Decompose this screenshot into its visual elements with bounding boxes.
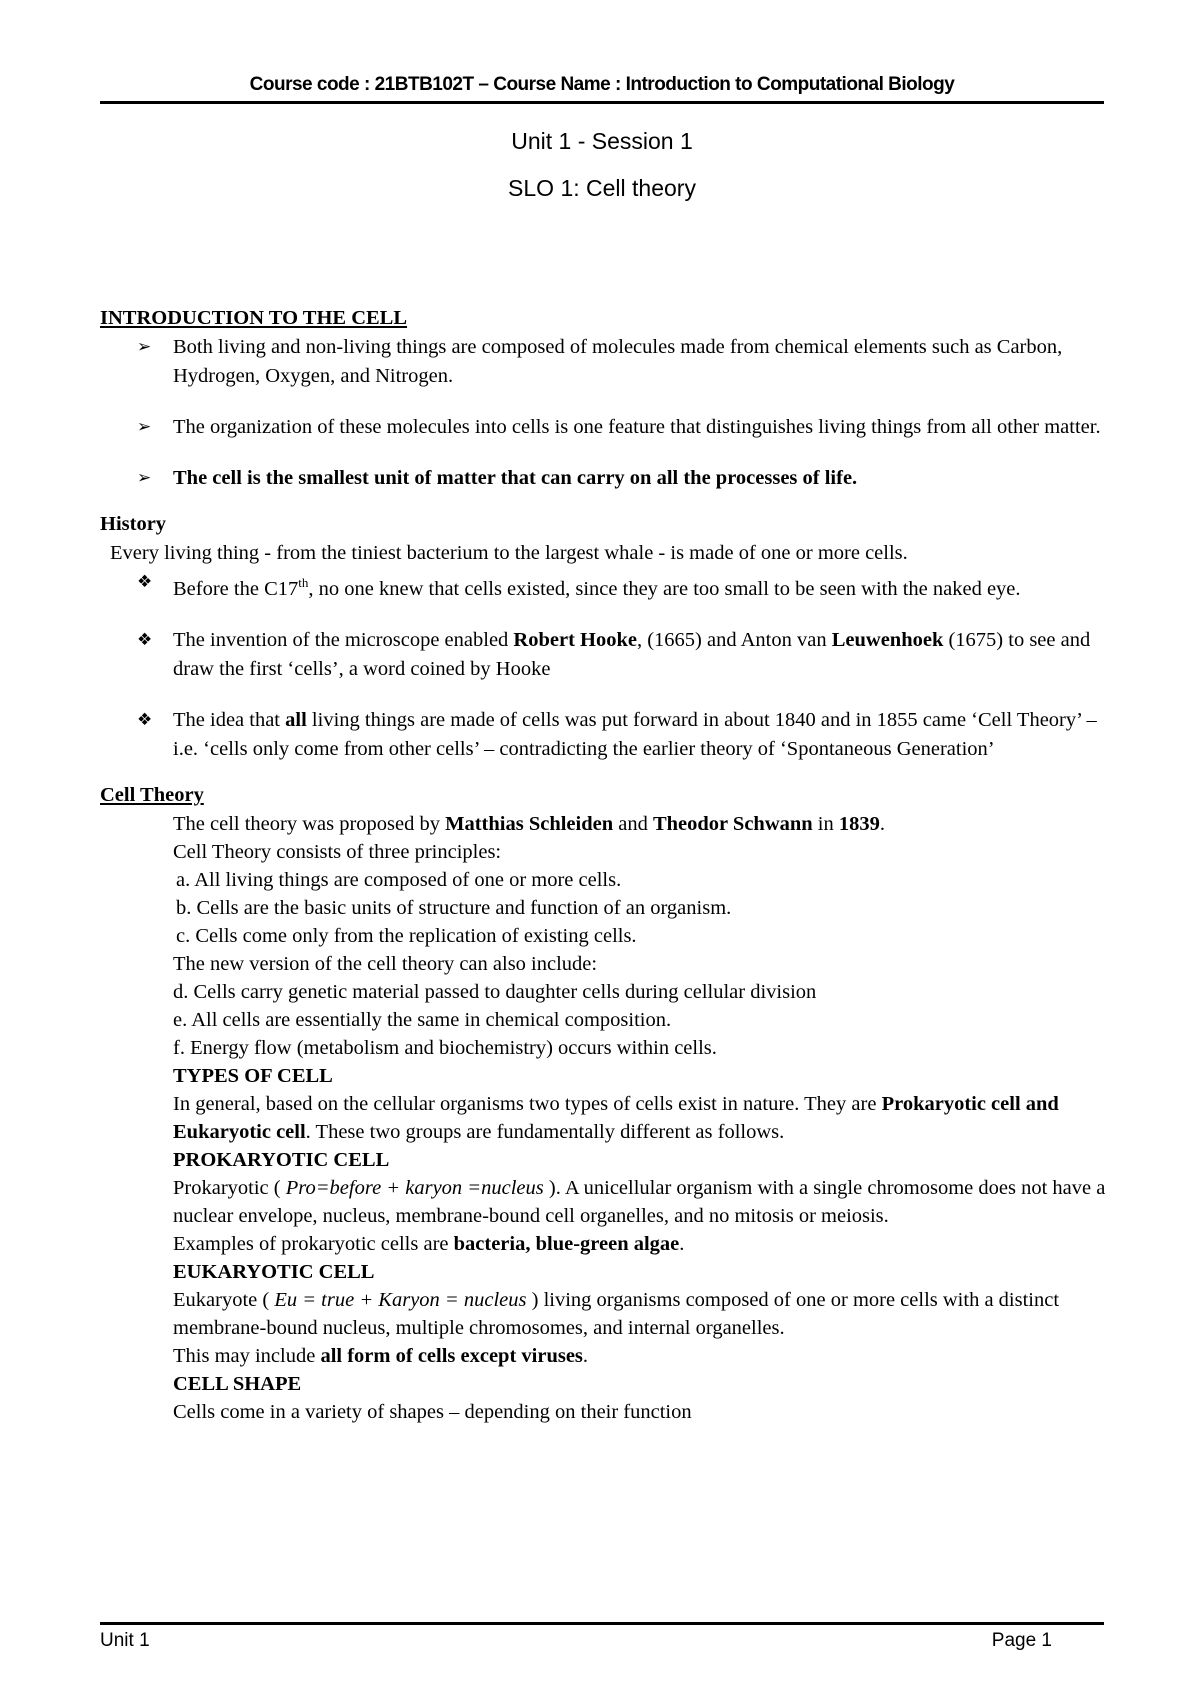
types-heading: TYPES OF CELL <box>173 1064 333 1087</box>
history-text: Before the C17 <box>173 577 299 600</box>
text: ) living organisms composed of one or more cells with a distinct membrane-bound nucleus, multiple chromosomes, and internal organelles. <box>173 1288 1060 1339</box>
document-body <box>100 304 1110 1426</box>
scope-bold: all form of cells except viruses <box>320 1344 583 1367</box>
cell-shape-text: Cells come in a variety of shapes – depending on their function <box>173 1400 692 1423</box>
slo-title: SLO 1: Cell theory <box>508 175 696 201</box>
eukaryotic-scope <box>173 1342 1110 1370</box>
prokaryotic-paragraph <box>173 1174 1110 1230</box>
text: In general, based on the cellular organisms two types of cells exist in nature. They are <box>173 1092 882 1115</box>
intro-bullet-text: The cell is the smallest unit of matter that can carry on all the processes of life. <box>173 467 858 489</box>
text: ). A unicellular organism with a single chromosome does not have a nuclear envelope, nucleus, membrane-bound cell organelles, and no mitosis or meiosis. <box>173 1176 1106 1227</box>
arrow-bullet-icon: ➢ <box>137 337 152 357</box>
running-header: Course code : 21BTB102T – Course Name : Introduction to Computational Biology <box>249 74 955 95</box>
examples-bold: bacteria, blue-green algae <box>453 1232 680 1255</box>
cell-theory-proposed <box>173 810 1110 838</box>
history-heading: History <box>100 513 167 535</box>
history-text: (1675) to see and draw the first ‘cells’, a word coined by Hooke <box>173 628 1091 680</box>
text: in <box>812 812 839 835</box>
text: . <box>679 1232 685 1255</box>
year: 1839 <box>838 812 880 835</box>
diamond-bullet-icon: ❖ <box>137 709 153 730</box>
principle-b: b. Cells are the basic units of structure and function of an organism. <box>176 896 732 919</box>
header-rule <box>100 101 1104 104</box>
text: Eukaryote ( <box>173 1288 275 1311</box>
principle-e: e. All cells are essentially the same in chemical composition. <box>173 1008 672 1031</box>
cell-theory-content <box>100 810 1110 1426</box>
history-text: The invention of the microscope enabled <box>173 628 514 651</box>
history-text: , (1665) and Anton van <box>636 628 832 651</box>
history-lead: Every living thing - from the tiniest bacterium to the largest whale - is made of one or more cells. <box>110 542 908 564</box>
diamond-bullet-icon: ❖ <box>137 572 153 592</box>
intro-bullet-3 <box>100 464 1110 493</box>
text: The cell theory was proposed by <box>173 812 446 835</box>
intro-heading: INTRODUCTION TO THE CELL <box>100 307 408 329</box>
prokaryotic-heading: PROKARYOTIC CELL <box>173 1148 390 1171</box>
emphasis-all: all <box>285 708 307 731</box>
principle-d: d. Cells carry genetic material passed to daughter cells during cellular division <box>173 980 817 1003</box>
name-leuwenhoek: Leuwenhoek <box>831 628 944 651</box>
text: . <box>879 812 885 835</box>
text: . These two groups are fundamentally different as follows. <box>305 1120 785 1143</box>
intro-bullet-text: Both living and non-living things are composed of molecules made from chemical elements such as Carbon, Hydrogen, Oxygen, and Nitrogen. <box>173 336 1063 387</box>
cell-theory-new-version: The new version of the cell theory can also include: <box>173 952 598 975</box>
cell-theory-heading: Cell Theory <box>100 783 204 806</box>
principle-c: c. Cells come only from the replication of existing cells. <box>176 924 637 947</box>
principle-f: f. Energy flow (metabolism and biochemistry) occurs within cells. <box>173 1036 717 1059</box>
principle-a: a. All living things are composed of one or more cells. <box>176 868 622 891</box>
footer-page-number: Page 1 <box>991 1630 1052 1651</box>
history-bullet-3 <box>100 706 1110 764</box>
name-hooke: Robert Hooke <box>513 628 637 651</box>
etymology: Eu = true + Karyon = nucleus <box>274 1288 527 1311</box>
types-paragraph <box>173 1090 1110 1146</box>
intro-bullet-text: The organization of these molecules into cells is one feature that distinguishes living things from all other matter. <box>173 416 1101 438</box>
types-bold: Prokaryotic cell and Eukaryotic cell <box>173 1092 1059 1143</box>
name-schleiden: Matthias Schleiden <box>445 812 614 835</box>
cell-theory-consists: Cell Theory consists of three principles: <box>173 840 502 863</box>
history-text: The idea that <box>173 708 286 731</box>
text: Examples of prokaryotic cells are <box>173 1232 454 1255</box>
arrow-bullet-icon: ➢ <box>137 417 152 437</box>
text: . <box>582 1344 589 1367</box>
intro-bullet-1 <box>100 333 1110 391</box>
text: This may include <box>173 1344 321 1367</box>
diamond-bullet-icon: ❖ <box>137 629 153 650</box>
eukaryotic-heading: EUKARYOTIC CELL <box>173 1260 375 1283</box>
history-bullet-1 <box>100 568 1110 604</box>
history-text: living things are made of cells was put forward in about 1840 and in 1855 came ‘Cell Theory’ – i.e. ‘cells only come from other cells’ – contradicting the earlier theory of ‘Spontaneous Generation’ <box>173 708 1097 760</box>
text: and <box>613 812 653 835</box>
history-bullet-2 <box>100 626 1110 684</box>
name-schwann: Theodor Schwann <box>652 812 813 835</box>
unit-session-title: Unit 1 - Session 1 <box>511 128 693 154</box>
cell-shape-heading: CELL SHAPE <box>173 1372 302 1395</box>
superscript: th <box>298 575 309 590</box>
prokaryotic-examples <box>173 1230 1110 1258</box>
footer-rule <box>100 1622 1104 1625</box>
footer-unit: Unit 1 <box>100 1630 150 1651</box>
history-text: , no one knew that cells existed, since they are too small to be seen with the naked eye. <box>308 577 1021 600</box>
etymology: Pro=before + karyon =nucleus <box>285 1176 544 1199</box>
arrow-bullet-icon: ➢ <box>137 468 152 488</box>
eukaryotic-paragraph <box>173 1286 1110 1342</box>
intro-bullet-2 <box>100 413 1110 442</box>
text: Prokaryotic ( <box>173 1176 286 1199</box>
